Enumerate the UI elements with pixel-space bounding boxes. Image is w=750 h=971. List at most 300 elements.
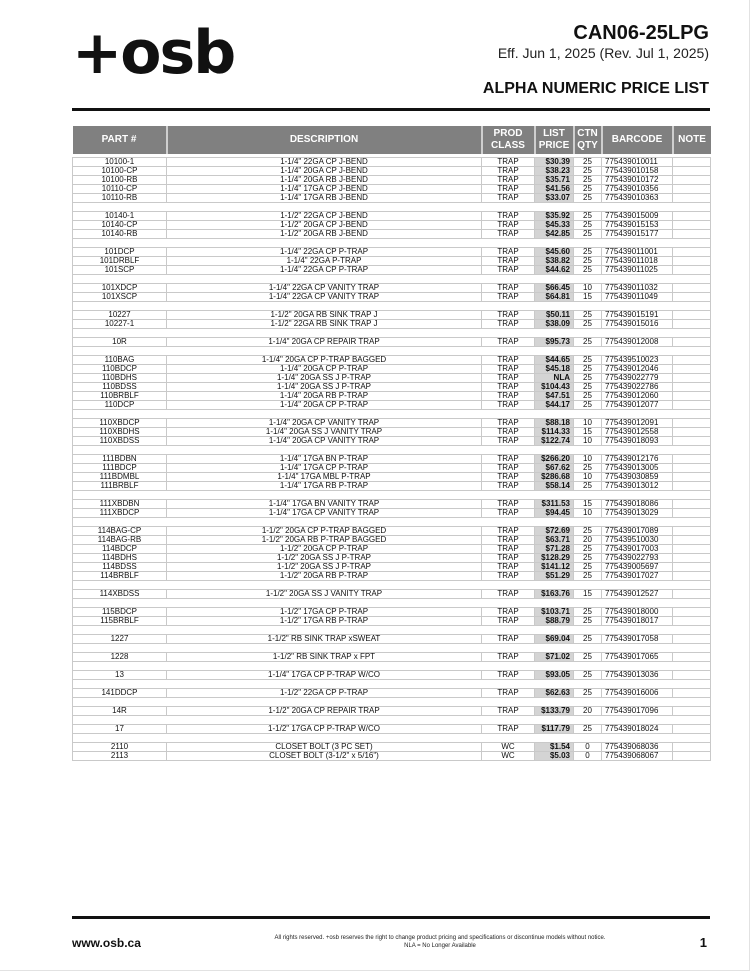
- separator-cell: [73, 662, 711, 671]
- separator-cell: [73, 347, 711, 356]
- note-cell: [673, 653, 711, 662]
- part-number-cell: 110BDCP: [73, 365, 167, 374]
- description-cell: 1-1/4" 20GA CP P-TRAP: [167, 365, 482, 374]
- group-separator: [73, 329, 711, 338]
- list-price-cell: $114.33: [535, 428, 574, 437]
- list-price-cell: $69.04: [535, 635, 574, 644]
- separator-cell: [73, 491, 711, 500]
- note-cell: [673, 635, 711, 644]
- column-header-ctn-qty: [574, 126, 602, 154]
- ctn-qty-cell: 25: [574, 725, 602, 734]
- ctn-qty-cell: 25: [574, 554, 602, 563]
- part-number-cell: 141DDCP: [73, 689, 167, 698]
- note-cell: [673, 248, 711, 257]
- barcode-cell: 775439022793: [602, 554, 673, 563]
- ctn-qty-cell: 15: [574, 428, 602, 437]
- separator-cell: [73, 626, 711, 635]
- group-separator: [73, 626, 711, 635]
- description-cell: 1-1/4" 20GA CP P-TRAP BAGGED: [167, 356, 482, 365]
- group-separator: [73, 698, 711, 707]
- list-price-cell: $45.60: [535, 248, 574, 257]
- description-cell: 1-1/4" 20GA RB P-TRAP: [167, 392, 482, 401]
- part-number-cell: 114BDHS: [73, 554, 167, 563]
- part-number-cell: 110XBDCP: [73, 419, 167, 428]
- list-price-cell: $93.05: [535, 671, 574, 680]
- ctn-qty-cell: 15: [574, 500, 602, 509]
- prod-class-cell: TRAP: [482, 509, 535, 518]
- group-separator: [73, 581, 711, 590]
- note-cell: [673, 527, 711, 536]
- table-row: [73, 419, 711, 428]
- barcode-cell: 775439012060: [602, 392, 673, 401]
- description-cell: 1-1/4" 22GA CP VANITY TRAP: [167, 293, 482, 302]
- barcode-cell: 775439011032: [602, 284, 673, 293]
- description-cell: 1-1/4" 20GA CP VANITY TRAP: [167, 437, 482, 446]
- barcode-cell: 775439018000: [602, 608, 673, 617]
- group-separator: [73, 644, 711, 653]
- ctn-qty-cell: 25: [574, 212, 602, 221]
- note-cell: [673, 401, 711, 410]
- table-row: [73, 545, 711, 554]
- part-number-cell: 115BDCP: [73, 608, 167, 617]
- prod-class-cell: TRAP: [482, 320, 535, 329]
- table-row: [73, 428, 711, 437]
- group-separator: [73, 239, 711, 248]
- prod-class-cell: TRAP: [482, 437, 535, 446]
- description-cell: 1-1/2" 20GA CP P-TRAP: [167, 545, 482, 554]
- table-row: [73, 311, 711, 320]
- list-price-cell: $35.92: [535, 212, 574, 221]
- separator-cell: [73, 410, 711, 419]
- note-cell: [673, 563, 711, 572]
- description-cell: 1-1/2" 22GA RB SINK TRAP J: [167, 320, 482, 329]
- list-price-cell: $62.63: [535, 689, 574, 698]
- list-price-cell: $1.54: [535, 743, 574, 752]
- osb-logo: +osb: [72, 18, 235, 88]
- description-cell: 1-1/2" RB SINK TRAP x FPT: [167, 653, 482, 662]
- note-cell: [673, 509, 711, 518]
- part-number-cell: 110BDHS: [73, 374, 167, 383]
- note-cell: [673, 338, 711, 347]
- barcode-cell: 775439011049: [602, 293, 673, 302]
- separator-cell: [73, 446, 711, 455]
- effective-date: Eff. Jun 1, 2025 (Rev. Jul 1, 2025): [497, 45, 709, 61]
- table-row: [73, 653, 711, 662]
- description-cell: 1-1/4" 17GA MBL P-TRAP: [167, 473, 482, 482]
- description-cell: 1-1/2" 17GA CP P-TRAP: [167, 608, 482, 617]
- note-cell: [673, 572, 711, 581]
- column-header-prod-class: [482, 126, 535, 154]
- note-cell: [673, 221, 711, 230]
- part-number-cell: 2110: [73, 743, 167, 752]
- table-row: [73, 509, 711, 518]
- table-row: [73, 482, 711, 491]
- ctn-qty-cell: 25: [574, 176, 602, 185]
- ctn-qty-cell: 25: [574, 545, 602, 554]
- group-separator: [73, 680, 711, 689]
- table-row: [73, 401, 711, 410]
- prod-class-cell: TRAP: [482, 167, 535, 176]
- part-number-cell: 111BDBN: [73, 455, 167, 464]
- note-cell: [673, 617, 711, 626]
- description-cell: 1-1/2" 22GA CP P-TRAP: [167, 689, 482, 698]
- table-row: [73, 194, 711, 203]
- part-number-cell: 111BDMBL: [73, 473, 167, 482]
- description-cell: 1-1/2" 20GA CP J-BEND: [167, 221, 482, 230]
- prod-class-cell: TRAP: [482, 473, 535, 482]
- part-number-cell: 10R: [73, 338, 167, 347]
- part-number-cell: 111XBDCP: [73, 509, 167, 518]
- ctn-qty-cell: 25: [574, 338, 602, 347]
- note-cell: [673, 419, 711, 428]
- column-header-label: PROD: [493, 128, 523, 139]
- note-cell: [673, 671, 711, 680]
- ctn-qty-cell: 25: [574, 635, 602, 644]
- ctn-qty-cell: 25: [574, 185, 602, 194]
- part-number-cell: 110BRBLF: [73, 392, 167, 401]
- list-price-cell: $64.81: [535, 293, 574, 302]
- separator-cell: [73, 599, 711, 608]
- website-link[interactable]: www.osb.ca: [72, 936, 141, 950]
- table-row: [73, 365, 711, 374]
- ctn-qty-cell: 25: [574, 311, 602, 320]
- part-number-cell: 114BAG-CP: [73, 527, 167, 536]
- group-separator: [73, 302, 711, 311]
- barcode-cell: 775439068036: [602, 743, 673, 752]
- list-price-cell: $33.07: [535, 194, 574, 203]
- barcode-cell: 775439011025: [602, 266, 673, 275]
- prod-class-cell: TRAP: [482, 311, 535, 320]
- list-price-cell: $45.33: [535, 221, 574, 230]
- note-cell: [673, 707, 711, 716]
- ctn-qty-cell: 25: [574, 383, 602, 392]
- ctn-qty-cell: 25: [574, 401, 602, 410]
- separator-cell: [73, 644, 711, 653]
- column-header-label: LIST: [543, 128, 565, 139]
- barcode-cell: 775439015191: [602, 311, 673, 320]
- part-number-cell: 111XBDBN: [73, 500, 167, 509]
- list-price-cell: $44.62: [535, 266, 574, 275]
- list-price-cell: $38.23: [535, 167, 574, 176]
- footer-divider: [72, 916, 710, 919]
- note-cell: [673, 752, 711, 761]
- part-number-cell: 10100-1: [73, 158, 167, 167]
- list-price-cell: $44.17: [535, 401, 574, 410]
- list-price-cell: $72.69: [535, 527, 574, 536]
- prod-class-cell: TRAP: [482, 653, 535, 662]
- ctn-qty-cell: 25: [574, 464, 602, 473]
- ctn-qty-cell: 10: [574, 284, 602, 293]
- ctn-qty-cell: 25: [574, 527, 602, 536]
- part-number-cell: 110DCP: [73, 401, 167, 410]
- ctn-qty-cell: 10: [574, 509, 602, 518]
- description-cell: 1-1/4" 20GA CP J-BEND: [167, 167, 482, 176]
- ctn-qty-cell: 10: [574, 473, 602, 482]
- prod-class-cell: TRAP: [482, 590, 535, 599]
- part-number-cell: 13: [73, 671, 167, 680]
- ctn-qty-cell: 15: [574, 590, 602, 599]
- list-price-cell: $67.62: [535, 464, 574, 473]
- prod-class-cell: TRAP: [482, 608, 535, 617]
- prod-class-cell: TRAP: [482, 383, 535, 392]
- list-price-cell: $103.71: [535, 608, 574, 617]
- group-separator: [73, 446, 711, 455]
- ctn-qty-cell: 25: [574, 608, 602, 617]
- barcode-cell: 775439010011: [602, 158, 673, 167]
- description-cell: 1-1/4" 20GA SS J VANITY TRAP: [167, 428, 482, 437]
- barcode-cell: 775439012558: [602, 428, 673, 437]
- barcode-cell: 775439510023: [602, 356, 673, 365]
- table-row: [73, 437, 711, 446]
- barcode-cell: 775439012077: [602, 401, 673, 410]
- column-header-list-price: [535, 126, 574, 154]
- description-cell: 1-1/4" 17GA CP P-TRAP: [167, 464, 482, 473]
- list-price-cell: $266.20: [535, 455, 574, 464]
- table-row: [73, 374, 711, 383]
- note-cell: [673, 212, 711, 221]
- part-number-cell: 110BAG: [73, 356, 167, 365]
- price-table: [72, 126, 711, 761]
- separator-cell: [73, 734, 711, 743]
- table-row: [73, 563, 711, 572]
- table-row: [73, 167, 711, 176]
- note-cell: [673, 194, 711, 203]
- note-cell: [673, 374, 711, 383]
- table-row: [73, 617, 711, 626]
- note-cell: [673, 554, 711, 563]
- description-cell: 1-1/2" RB SINK TRAP xSWEAT: [167, 635, 482, 644]
- prod-class-cell: TRAP: [482, 419, 535, 428]
- table-row: [73, 590, 711, 599]
- part-number-cell: 17: [73, 725, 167, 734]
- barcode-cell: 775439022779: [602, 374, 673, 383]
- prod-class-cell: TRAP: [482, 356, 535, 365]
- column-header-label: DESCRIPTION: [289, 134, 359, 145]
- prod-class-cell: TRAP: [482, 266, 535, 275]
- page-number: 1: [699, 935, 707, 950]
- prod-class-cell: TRAP: [482, 689, 535, 698]
- prod-class-cell: TRAP: [482, 158, 535, 167]
- ctn-qty-cell: 25: [574, 374, 602, 383]
- description-cell: 1-1/4" 22GA CP P-TRAP: [167, 266, 482, 275]
- prod-class-cell: TRAP: [482, 221, 535, 230]
- barcode-cell: 775439005697: [602, 563, 673, 572]
- table-row: [73, 383, 711, 392]
- note-cell: [673, 284, 711, 293]
- part-number-cell: 111BRBLF: [73, 482, 167, 491]
- ctn-qty-cell: 15: [574, 293, 602, 302]
- ctn-qty-cell: 25: [574, 230, 602, 239]
- barcode-cell: 775439010158: [602, 167, 673, 176]
- list-price-cell: $44.65: [535, 356, 574, 365]
- description-cell: 1-1/2" 20GA RB J-BEND: [167, 230, 482, 239]
- description-cell: 1-1/2" 20GA RB P-TRAP: [167, 572, 482, 581]
- separator-cell: [73, 239, 711, 248]
- barcode-cell: 775439015153: [602, 221, 673, 230]
- list-price-cell: $95.73: [535, 338, 574, 347]
- column-header-label: QTY: [577, 140, 598, 151]
- list-price-cell: NLA: [535, 374, 574, 383]
- prod-class-cell: TRAP: [482, 617, 535, 626]
- table-row: [73, 284, 711, 293]
- ctn-qty-cell: 25: [574, 572, 602, 581]
- column-header-note: [673, 126, 711, 154]
- barcode-cell: 775439012176: [602, 455, 673, 464]
- table-row: [73, 608, 711, 617]
- description-cell: 1-1/4" 22GA CP J-BEND: [167, 158, 482, 167]
- ctn-qty-cell: 0: [574, 752, 602, 761]
- ctn-qty-cell: 25: [574, 671, 602, 680]
- table-row: [73, 392, 711, 401]
- description-cell: 1-1/4" 20GA SS J P-TRAP: [167, 374, 482, 383]
- prod-class-cell: TRAP: [482, 257, 535, 266]
- group-separator: [73, 734, 711, 743]
- table-row: [73, 464, 711, 473]
- prod-class-cell: TRAP: [482, 554, 535, 563]
- part-number-cell: 114XBDSS: [73, 590, 167, 599]
- barcode-cell: 775439022786: [602, 383, 673, 392]
- table-row: [73, 572, 711, 581]
- note-cell: [673, 428, 711, 437]
- prod-class-cell: TRAP: [482, 635, 535, 644]
- description-cell: 1-1/4" 17GA CP VANITY TRAP: [167, 509, 482, 518]
- table-row: [73, 527, 711, 536]
- description-cell: 1-1/4" 22GA CP P-TRAP: [167, 248, 482, 257]
- ctn-qty-cell: 25: [574, 257, 602, 266]
- prod-class-cell: TRAP: [482, 563, 535, 572]
- description-cell: 1-1/4" 22GA CP VANITY TRAP: [167, 284, 482, 293]
- column-header-label: PART #: [101, 134, 137, 145]
- ctn-qty-cell: 20: [574, 536, 602, 545]
- description-cell: 1-1/4" 17GA BN VANITY TRAP: [167, 500, 482, 509]
- part-number-cell: 10100-CP: [73, 167, 167, 176]
- ctn-qty-cell: 25: [574, 356, 602, 365]
- prod-class-cell: TRAP: [482, 338, 535, 347]
- rights-notice: All rights reserved. +osb reserves the right to change product pricing and specifications or discontinue models without notice.: [274, 935, 606, 941]
- description-cell: CLOSET BOLT (3-1/2" x 5/16"): [167, 752, 482, 761]
- column-header-label: BARCODE: [611, 134, 663, 145]
- note-cell: [673, 536, 711, 545]
- note-cell: [673, 230, 711, 239]
- barcode-cell: 775439015016: [602, 320, 673, 329]
- prod-class-cell: TRAP: [482, 707, 535, 716]
- description-cell: 1-1/4" 17GA BN P-TRAP: [167, 455, 482, 464]
- part-number-cell: 10110-CP: [73, 185, 167, 194]
- part-number-cell: 10227: [73, 311, 167, 320]
- list-price-cell: $122.74: [535, 437, 574, 446]
- list-price-cell: $58.14: [535, 482, 574, 491]
- table-row: [73, 752, 711, 761]
- list-price-cell: $94.45: [535, 509, 574, 518]
- table-row: [73, 266, 711, 275]
- note-cell: [673, 464, 711, 473]
- list-price-cell: $47.51: [535, 392, 574, 401]
- prod-class-cell: TRAP: [482, 374, 535, 383]
- table-row: [73, 725, 711, 734]
- ctn-qty-cell: 25: [574, 248, 602, 257]
- prod-class-cell: TRAP: [482, 464, 535, 473]
- description-cell: 1-1/4" 17GA RB P-TRAP: [167, 482, 482, 491]
- ctn-qty-cell: 10: [574, 419, 602, 428]
- note-cell: [673, 356, 711, 365]
- note-cell: [673, 176, 711, 185]
- table-row: [73, 320, 711, 329]
- barcode-cell: 775439012091: [602, 419, 673, 428]
- description-cell: 1-1/4" 20GA CP VANITY TRAP: [167, 419, 482, 428]
- description-cell: 1-1/2" 20GA RB P-TRAP BAGGED: [167, 536, 482, 545]
- list-price-cell: $30.39: [535, 158, 574, 167]
- separator-cell: [73, 716, 711, 725]
- part-number-cell: 1228: [73, 653, 167, 662]
- part-number-cell: 101SCP: [73, 266, 167, 275]
- list-price-cell: $51.29: [535, 572, 574, 581]
- table-row: [73, 212, 711, 221]
- part-number-cell: 115BRBLF: [73, 617, 167, 626]
- table-row: [73, 635, 711, 644]
- description-cell: 1-1/2" 20GA SS J P-TRAP: [167, 563, 482, 572]
- barcode-cell: 775439011018: [602, 257, 673, 266]
- barcode-cell: 775439017003: [602, 545, 673, 554]
- table-row: [73, 221, 711, 230]
- column-header-description: [167, 126, 482, 154]
- table-row: [73, 707, 711, 716]
- table-row: [73, 230, 711, 239]
- list-price-cell: $133.79: [535, 707, 574, 716]
- description-cell: 1-1/4" 22GA P-TRAP: [167, 257, 482, 266]
- table-row: [73, 185, 711, 194]
- ctn-qty-cell: 25: [574, 365, 602, 374]
- table-row: [73, 455, 711, 464]
- prod-class-cell: TRAP: [482, 365, 535, 374]
- part-number-cell: 10140-CP: [73, 221, 167, 230]
- separator-cell: [73, 275, 711, 284]
- part-number-cell: 111BDCP: [73, 464, 167, 473]
- description-cell: 1-1/2" 22GA CP J-BEND: [167, 212, 482, 221]
- prod-class-cell: TRAP: [482, 572, 535, 581]
- part-number-cell: 110XBDSS: [73, 437, 167, 446]
- ctn-qty-cell: 25: [574, 689, 602, 698]
- prod-class-cell: TRAP: [482, 455, 535, 464]
- note-cell: [673, 320, 711, 329]
- barcode-cell: 775439015177: [602, 230, 673, 239]
- ctn-qty-cell: 25: [574, 320, 602, 329]
- list-price-cell: $45.18: [535, 365, 574, 374]
- list-price-cell: $88.18: [535, 419, 574, 428]
- prod-class-cell: TRAP: [482, 248, 535, 257]
- column-header-part-number: [73, 126, 167, 154]
- part-number-cell: 114BAG-RB: [73, 536, 167, 545]
- ctn-qty-cell: 25: [574, 653, 602, 662]
- description-cell: 1-1/2" 17GA RB P-TRAP: [167, 617, 482, 626]
- barcode-cell: 775439012527: [602, 590, 673, 599]
- separator-cell: [73, 680, 711, 689]
- table-header-row: [73, 126, 711, 154]
- note-cell: [673, 185, 711, 194]
- list-price-cell: $41.56: [535, 185, 574, 194]
- barcode-cell: 775439015009: [602, 212, 673, 221]
- note-cell: [673, 590, 711, 599]
- note-cell: [673, 266, 711, 275]
- list-price-cell: $71.02: [535, 653, 574, 662]
- note-cell: [673, 725, 711, 734]
- footer-notice: [180, 934, 700, 950]
- prod-class-cell: TRAP: [482, 428, 535, 437]
- description-cell: 1-1/4" 20GA RB J-BEND: [167, 176, 482, 185]
- list-price-cell: $141.12: [535, 563, 574, 572]
- group-separator: [73, 203, 711, 212]
- prod-class-cell: TRAP: [482, 482, 535, 491]
- note-cell: [673, 689, 711, 698]
